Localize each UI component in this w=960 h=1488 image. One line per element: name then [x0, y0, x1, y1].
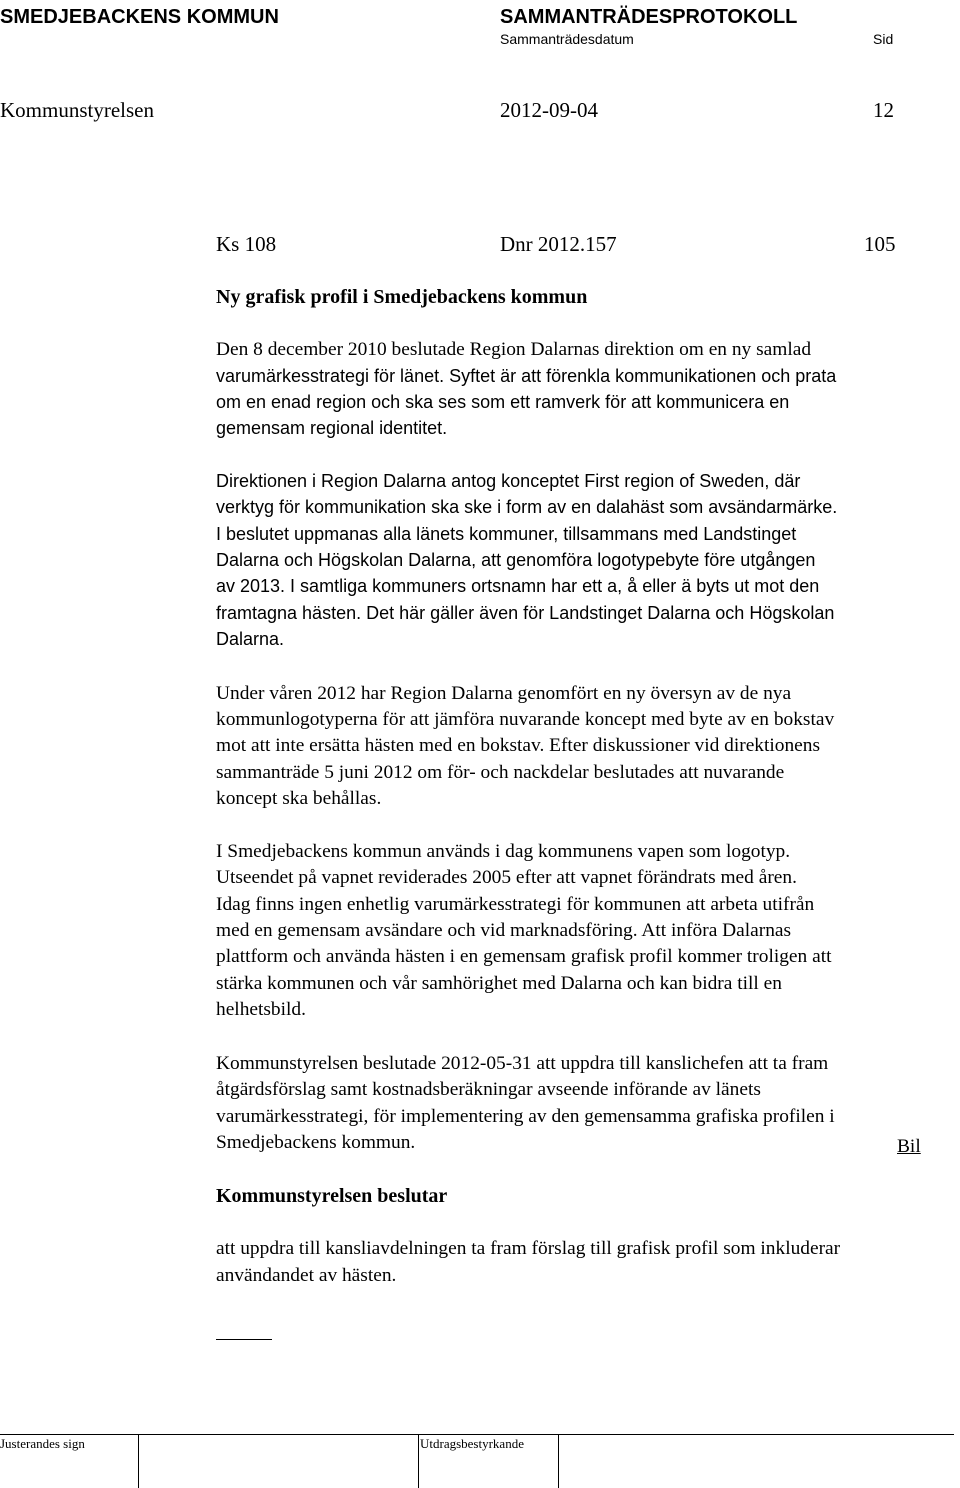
body-line: om en enad region och ska ses som ett ramverk för att kommunicera en: [216, 392, 790, 412]
footer-separator: [558, 1434, 559, 1488]
footer-separator: [418, 1434, 419, 1488]
document-type: SAMMANTRÄDESPROTOKOLL: [500, 6, 798, 28]
body-line: varumärkesstrategi, för implementering av den gemensamma grafiska profilen i: [216, 1106, 835, 1127]
decision-line: att uppdra till kansliavdelningen ta fram förslag till grafisk profil som inkluderar: [216, 1238, 841, 1259]
body-line: Den 8 december 2010 beslutade Region Dalarnas direktion om en ny samlad: [216, 339, 812, 360]
body-line: helhetsbild.: [216, 999, 306, 1020]
end-rule: [216, 1339, 272, 1340]
meeting-date-label: Sammanträdesdatum: [500, 31, 634, 47]
decision-heading: Kommunstyrelsen beslutar: [216, 1185, 448, 1207]
body-line: Direktionen i Region Dalarna antog konceptet First region of Sweden, där: [216, 471, 801, 491]
page-number: 12: [873, 98, 894, 122]
body-line: Under våren 2012 har Region Dalarna genomfört en ny översyn av de nya: [216, 683, 792, 704]
footer-separator: [138, 1434, 139, 1488]
municipality-name: SMEDJEBACKENS KOMMUN: [0, 6, 279, 28]
body-line: sammanträde 5 juni 2012 om för- och nackdelar beslutades att nuvarande: [216, 762, 785, 783]
body-name: Kommunstyrelsen: [0, 98, 154, 122]
dnr-number: Dnr 2012.157: [500, 232, 617, 256]
body-line: verktyg för kommunikation ska ske i form av en dalahäst som avsändarmärke.: [216, 497, 838, 517]
body-line: av 2013. I samtliga kommuners ortsnamn har ett a, å eller ä byts ut mot den: [216, 576, 820, 596]
ks-number: Ks 108: [216, 232, 277, 256]
item-title: Ny grafisk profil i Smedjebackens kommun: [216, 286, 588, 308]
body-line: I Smedjebackens kommun används i dag kommunens vapen som logotyp.: [216, 841, 791, 862]
body-line: Utseendet på vapnet reviderades 2005 efter att vapnet förändrats med åren.: [216, 867, 797, 888]
meeting-date: 2012-09-04: [500, 98, 598, 122]
body-line: I beslutet uppmanas alla länets kommuner, tillsammans med Landstinget: [216, 524, 797, 544]
body-line: stärka kommunen och vår samhörighet med Dalarna och kan bidra till en: [216, 973, 782, 994]
body-line: med en gemensam avsändare och vid marknadsföring. Att införa Dalarnas: [216, 920, 792, 941]
body-line: Dalarna och Högskolan Dalarna, att genomföra logotypebyte före utgången: [216, 550, 816, 570]
body-line: varumärkesstrategi för länet. Syftet är att förenkla kommunikationen och prata: [216, 366, 837, 386]
item-code: 105: [864, 232, 896, 256]
body-line: gemensam regional identitet.: [216, 418, 448, 438]
body-line: Smedjebackens kommun.: [216, 1132, 416, 1153]
body-line: Kommunstyrelsen beslutade 2012-05-31 att uppdra till kanslichefen att ta fram: [216, 1053, 829, 1074]
extract-label: Utdragsbestyrkande: [420, 1436, 524, 1451]
body-line: mot att inte ersätta hästen med en bokstav. Efter diskussioner vid direktionens: [216, 735, 821, 756]
body-line: kommunlogotyperna för att jämföra nuvarande koncept med byte av en bokstav: [216, 709, 835, 730]
body-line: framtagna hästen. Det här gäller även för Landstinget Dalarna och Högskolan: [216, 603, 835, 623]
body-line: koncept ska behållas.: [216, 788, 382, 809]
sign-label: Justerandes sign: [0, 1436, 85, 1451]
footer-divider: [0, 1434, 954, 1435]
body-line: plattform och använda hästen i en gemensam grafisk profil kommer troligen att: [216, 946, 832, 967]
body-line: åtgärdsförslag samt kostnadsberäkningar avseende införande av länets: [216, 1079, 761, 1100]
decision-line: användandet av hästen.: [216, 1265, 397, 1286]
body-line: Dalarna.: [216, 629, 285, 649]
page-label: Sid: [873, 31, 894, 47]
body-line: Idag finns ingen enhetlig varumärkesstrategi för kommunen att arbeta utifrån: [216, 894, 815, 915]
attachment-link[interactable]: Bil: [897, 1136, 921, 1157]
